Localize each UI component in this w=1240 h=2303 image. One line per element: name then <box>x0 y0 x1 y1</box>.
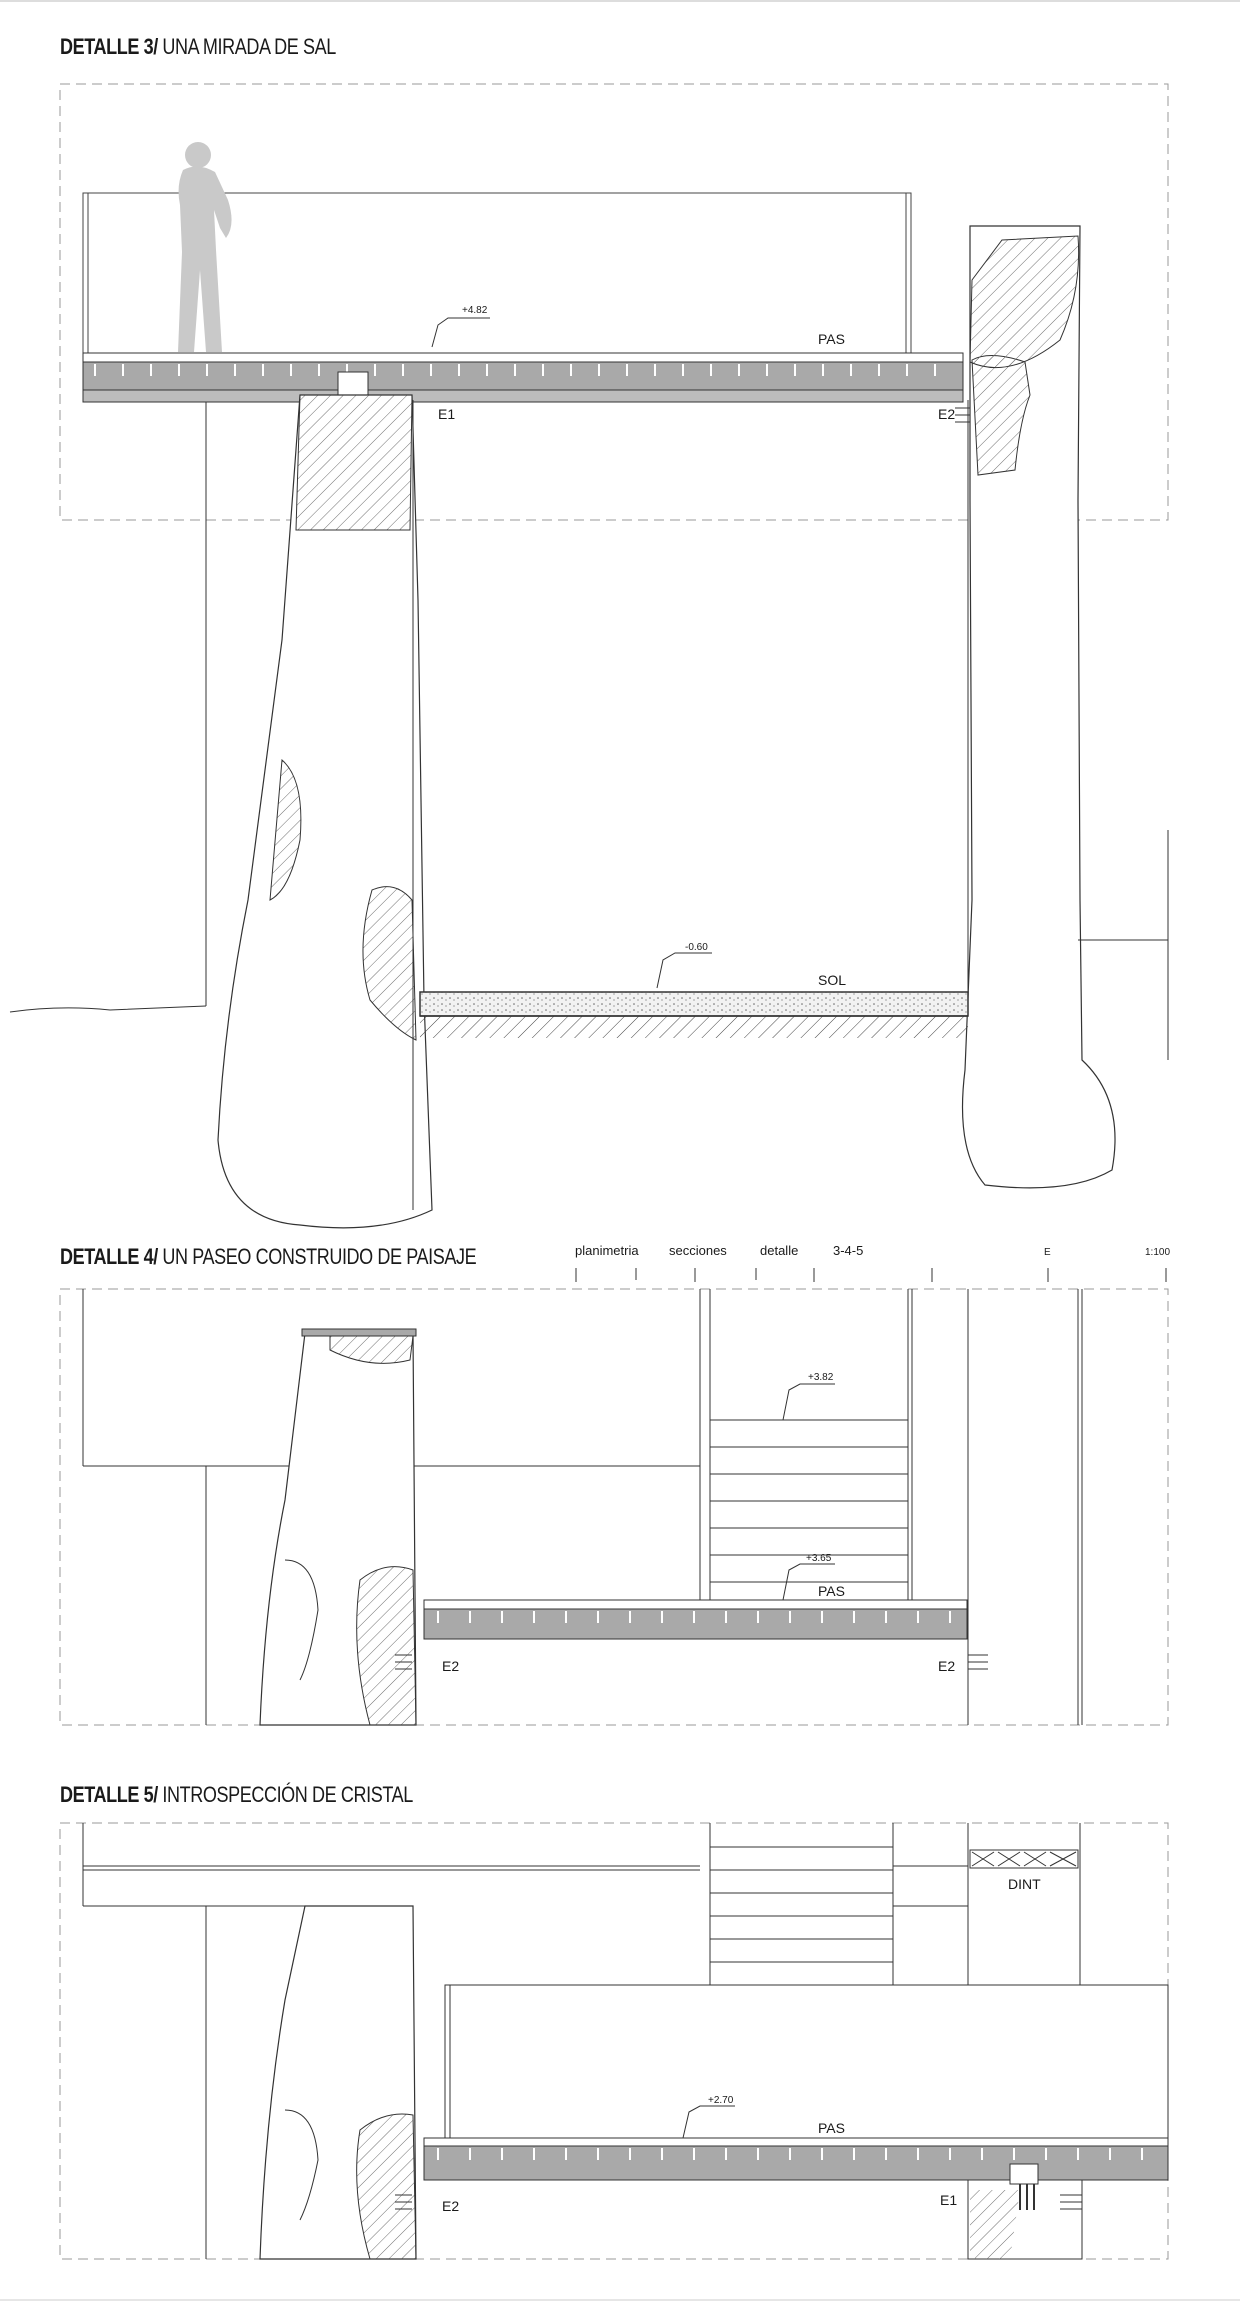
tag-e2-d3: E2 <box>938 406 956 422</box>
svg-text:+4.82: +4.82 <box>462 305 488 316</box>
tag-e1-d3: E1 <box>438 406 456 422</box>
tag-sol: SOL <box>818 972 847 988</box>
detail-4-frame <box>60 1289 1168 1725</box>
glass-room-slab <box>424 2146 1168 2180</box>
tag-pas-d4: PAS <box>818 1583 845 1599</box>
tag-dint: DINT <box>1008 1876 1041 1892</box>
detail-5-drawing <box>60 1823 1168 2259</box>
tag-pas-d3: PAS <box>818 331 845 347</box>
svg-text:+3.65: +3.65 <box>806 1553 832 1564</box>
detail-4-title: DETALLE 4/ UN PASEO CONSTRUIDO DE PAISAJE <box>60 1244 477 1269</box>
detail-5-title: DETALLE 5/ INTROSPECCIÓN DE CRISTAL <box>60 1782 413 1807</box>
level-marker-plus-270 <box>683 2095 735 2138</box>
tag-e2-d5: E2 <box>442 2198 460 2214</box>
detail-3-title: DETALLE 3/ UNA MIRADA DE SAL <box>60 34 336 59</box>
tag-pas-d5: PAS <box>818 2120 845 2136</box>
detail-3-drawing <box>10 84 1168 1228</box>
lintel <box>970 1850 1078 1868</box>
ground-floor-slab <box>420 992 968 1016</box>
tag-e2-d4-right: E2 <box>938 1658 956 1674</box>
nav-detalle: detalle <box>760 1243 799 1258</box>
svg-text:+2.70: +2.70 <box>708 2095 734 2106</box>
svg-text:+3.82: +3.82 <box>808 1372 834 1383</box>
nav-planimetria: planimetria <box>575 1243 639 1258</box>
sheet-index <box>575 1243 1170 1282</box>
nav-3-4-5: 3-4-5 <box>833 1243 864 1258</box>
svg-text:-0.60: -0.60 <box>685 942 708 953</box>
person-silhouette <box>178 142 232 352</box>
deck-slab-top <box>83 362 963 390</box>
detail-4-drawing <box>60 1289 1168 1725</box>
tag-e2-d4-left: E2 <box>442 1658 460 1674</box>
north-label: E <box>1044 1247 1051 1258</box>
tag-e1-d5: E1 <box>940 2192 958 2208</box>
scale-label: 1:100 <box>1145 1247 1171 1258</box>
level-marker-minus-060 <box>657 942 712 988</box>
level-marker-plus-482 <box>432 305 490 347</box>
level-marker-plus-382 <box>783 1372 835 1420</box>
nav-secciones: secciones <box>669 1243 727 1258</box>
